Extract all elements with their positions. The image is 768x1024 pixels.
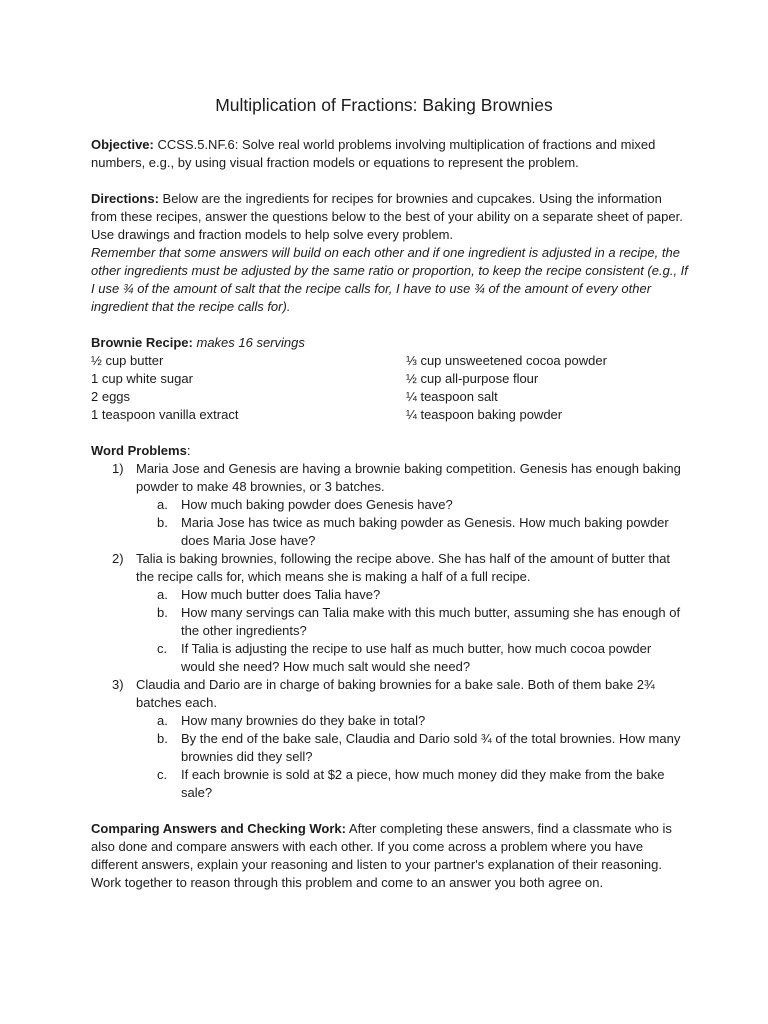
ingredient-item: 1 cup white sugar bbox=[91, 371, 193, 386]
ingredient-list-left bbox=[91, 352, 391, 424]
sub-question-item bbox=[136, 604, 681, 640]
sub-question-text: Maria Jose has twice as much baking powder as Genesis. How much baking powder does Maria Jose have? bbox=[181, 515, 669, 548]
sub-question-letter: c. bbox=[157, 767, 168, 782]
sub-question-item bbox=[136, 586, 681, 604]
page-title: Multiplication of Fractions: Baking Brownies bbox=[215, 95, 553, 115]
recipe-servings: makes 16 servings bbox=[196, 335, 305, 350]
sub-question-text: If each brownie is sold at $2 a piece, how much money did they make from the bake sale? bbox=[181, 767, 665, 800]
sub-question-list bbox=[136, 496, 681, 550]
sub-question-text: How many servings can Talia make with this much butter, assuming she has enough of the other ingredients? bbox=[181, 605, 681, 638]
objective-paragraph bbox=[91, 136, 691, 172]
word-problem-item bbox=[0, 460, 681, 550]
ingredient-item: 1 teaspoon vanilla extract bbox=[91, 407, 239, 422]
sub-question-item bbox=[136, 730, 681, 766]
word-problems-heading bbox=[91, 442, 691, 460]
directions-text: Below are the ingredients for recipes for brownies and cupcakes. Using the information from these recipes, answer the questions below to the best of your ability on a separate sheet of paper. Use drawings and fraction models to help solve every problem. bbox=[91, 191, 683, 242]
ingredient-item: ½ cup all-purpose flour bbox=[406, 371, 539, 386]
ingredient-item: ½ cup butter bbox=[91, 353, 164, 368]
problem-text: Maria Jose and Genesis are having a brownie baking competition. Genesis has enough baking powder to make 48 brownies, or 3 batches. bbox=[136, 461, 681, 494]
sub-question-text: How much baking powder does Genesis have? bbox=[181, 497, 453, 512]
sub-question-item bbox=[136, 496, 681, 514]
ingredient-item: ¼ teaspoon salt bbox=[406, 389, 498, 404]
word-problem-item bbox=[0, 676, 681, 802]
compare-paragraph bbox=[91, 820, 686, 892]
sub-question-letter: b. bbox=[157, 515, 168, 530]
ingredient-item: ⅓ cup unsweetened cocoa powder bbox=[406, 353, 607, 368]
sub-question-list bbox=[136, 586, 681, 676]
problem-number: 2) bbox=[112, 551, 124, 566]
compare-label: Comparing Answers and Checking Work: bbox=[91, 821, 346, 836]
word-problems-list bbox=[0, 460, 768, 802]
ingredient-item: ¼ teaspoon baking powder bbox=[406, 407, 563, 422]
word-problem-item bbox=[0, 550, 681, 676]
sub-question-text: How much butter does Talia have? bbox=[181, 587, 381, 602]
sub-question-letter: a. bbox=[157, 587, 168, 602]
sub-question-text: By the end of the bake sale, Claudia and Dario sold ¾ of the total brownies. How many brownies did they sell? bbox=[181, 731, 681, 764]
recipe-label: Brownie Recipe: bbox=[91, 335, 193, 350]
sub-question-text: If Talia is adjusting the recipe to use half as much butter, how much cocoa powder would she need? How much salt would she need? bbox=[181, 641, 652, 674]
sub-question-letter: b. bbox=[157, 605, 168, 620]
directions-note: Remember that some answers will build on each other and if one ingredient is adjusted in a recipe, the other ingredients must be adjusted by the same ratio or proportion, to keep the recipe consistent (e.g., If I use ¾ of the amount of salt that the recipe calls for, I have to use ¾ of the amount of every other ingredient that the recipe calls for). bbox=[91, 245, 688, 314]
word-problems-label: Word Problems bbox=[91, 443, 187, 458]
problem-number: 1) bbox=[112, 461, 124, 476]
sub-question-item bbox=[136, 766, 681, 802]
sub-question-letter: a. bbox=[157, 713, 168, 728]
directions-label: Directions: bbox=[91, 191, 159, 206]
ingredient-item: 2 eggs bbox=[91, 389, 131, 404]
compare-text: After completing these answers, find a classmate who is also done and compare answers with each other. If you come across a problem where you have different answers, explain your reasoning and listen to your partner's explanation of their reasoning. Work together to reason through this problem and come to an answer you both agree on. bbox=[91, 821, 672, 890]
sub-question-item bbox=[136, 640, 681, 676]
word-problems-colon: : bbox=[186, 443, 191, 458]
sub-question-letter: a. bbox=[157, 497, 168, 512]
objective-text: CCSS.5.NF.6: Solve real world problems involving multiplication of fractions and mixed numbers, e.g., by using visual fraction models or equations to represent the problem. bbox=[91, 137, 656, 170]
directions-paragraph bbox=[91, 190, 691, 316]
ingredient-list-right bbox=[406, 352, 706, 424]
problem-text: Talia is baking brownies, following the recipe above. She has half of the amount of butter that the recipe calls for, which means she is making a half of a full recipe. bbox=[136, 551, 671, 584]
sub-question-text: How many brownies do they bake in total? bbox=[181, 713, 426, 728]
sub-question-item bbox=[136, 712, 681, 730]
problem-text: Claudia and Dario are in charge of baking brownies for a bake sale. Both of them bake 2¾ batches each. bbox=[136, 677, 655, 710]
recipe-heading bbox=[91, 334, 691, 352]
sub-question-letter: c. bbox=[157, 641, 168, 656]
objective-label: Objective: bbox=[91, 137, 154, 152]
sub-question-item bbox=[136, 514, 681, 550]
sub-question-letter: b. bbox=[157, 731, 168, 746]
problem-number: 3) bbox=[112, 677, 124, 692]
sub-question-list bbox=[136, 712, 681, 802]
